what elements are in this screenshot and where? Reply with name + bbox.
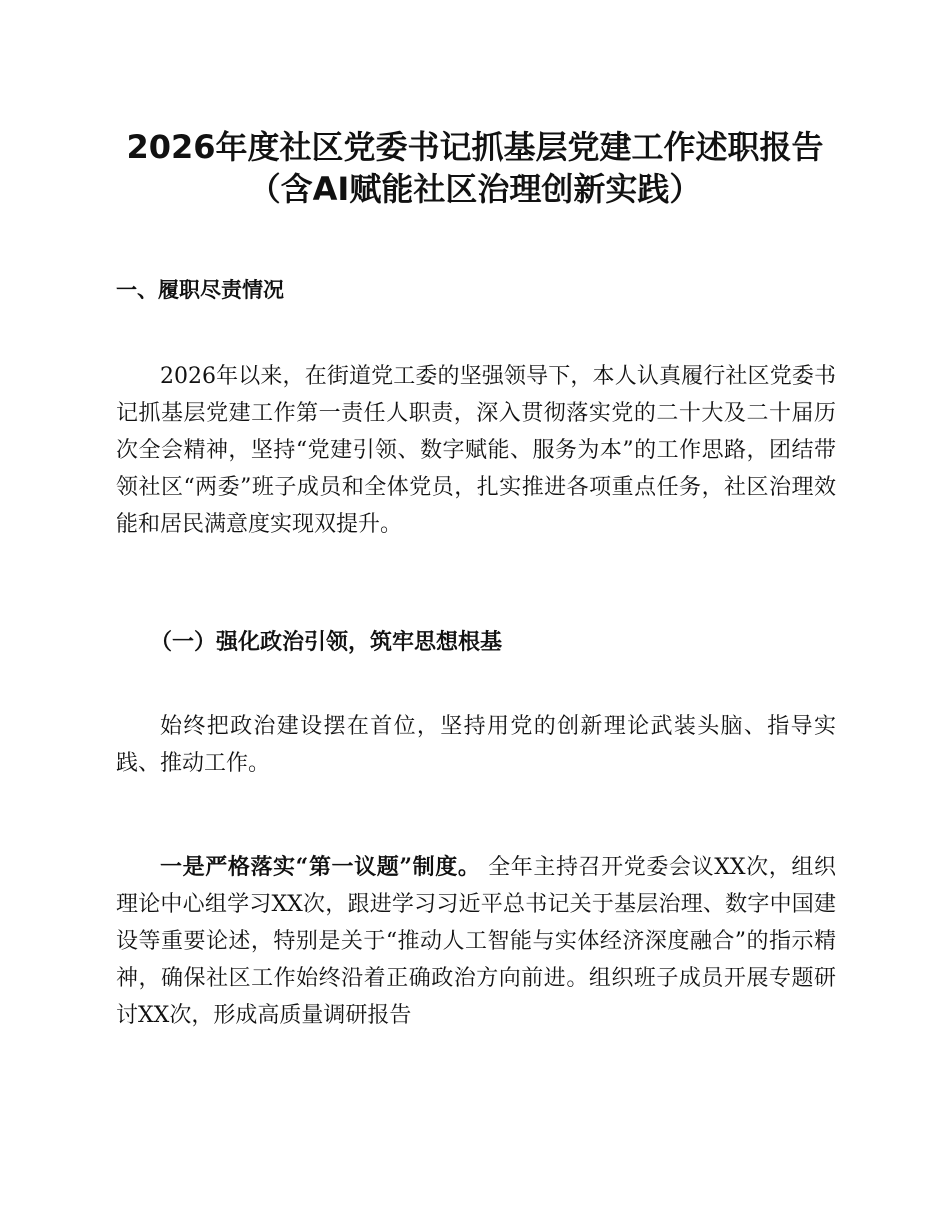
subsection-paragraph: 始终把政治建设摆在首位，坚持用党的创新理论武装头脑、指导实践、推动工作。 (116, 714, 836, 776)
item-paragraph-first-agenda (116, 849, 836, 1034)
section-heading-duty-performance: 一、履职尽责情况 (116, 278, 284, 302)
document-title: 2026年度社区党委书记抓基层党建工作述职报告（含AI赋能社区治理创新实践） (126, 128, 824, 208)
item-lead-text: 一是严格落实“第一议题”制度。 (160, 854, 481, 880)
intro-paragraph: 2026年以来，在街道党工委的坚强领导下，本人认真履行社区党委书记抓基层党建工作第一责任人职责，深入贯彻落实党的二十大及二十届历次全会精神，坚持“党建引领、数字赋能、服务为本”的工作思路，团结带领社区“两委”班子成员和全体党员，扎实推进各项重点任务，社区治理效能和居民满意度实现双提升。 (116, 364, 836, 537)
subsection-heading-political-leadership: （一）强化政治引领，筑牢思想根基 (150, 629, 503, 655)
item-body-text: 全年主持召开党委会议XX次，组织理论中心组学习XX次，跟进学习习近平总书记关于基层治理、数字中国建设等重要论述，特别是关于“推动人工智能与实体经济深度融合”的指示精神，确保社区工作始终沿着正确政治方向前进。组织班子成员开展专题研讨XX次，形成高质量调研报告 (116, 855, 836, 1028)
